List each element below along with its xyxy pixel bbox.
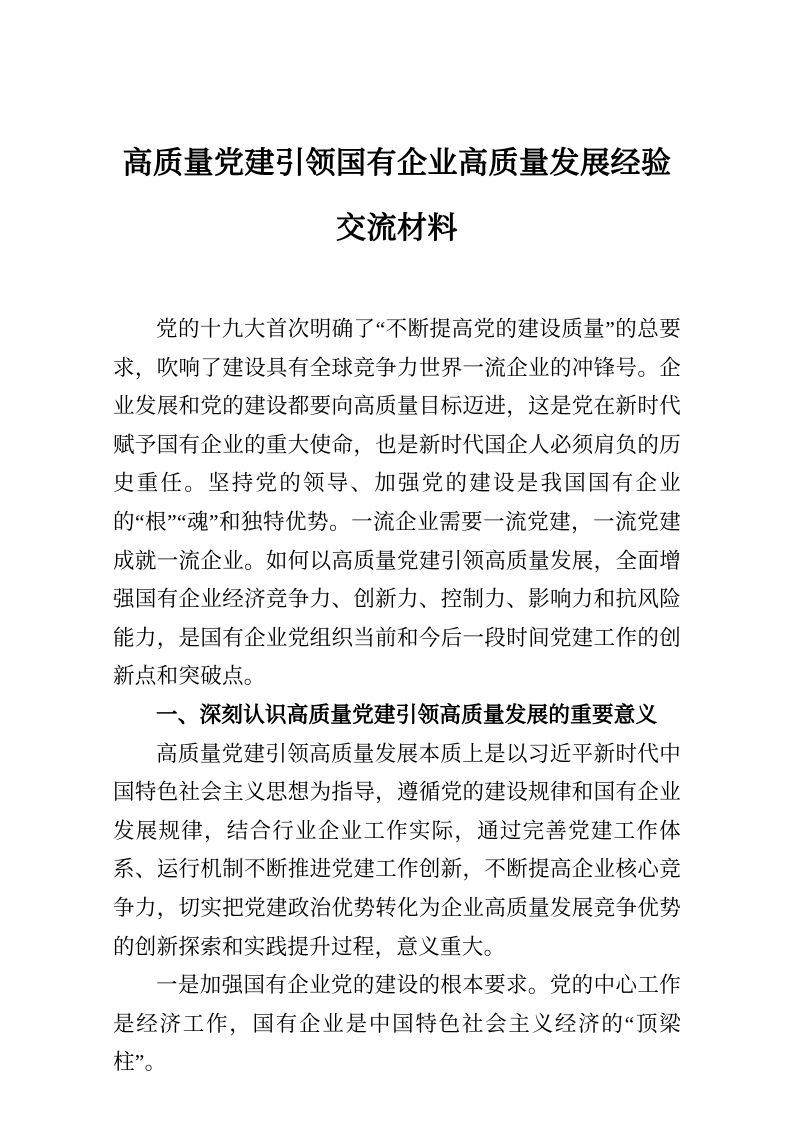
paragraph-point-one: 一是加强国有企业党的建设的根本要求。党的中心工作是经济工作，国有企业是中国特色社会主义经济的“顶梁柱”。 (113, 973, 681, 1075)
section-heading-1: 一、深刻认识高质量党建引领高质量发展的重要意义 (156, 702, 658, 727)
paragraph-significance: 高质量党建引领高质量发展本质上是以习近平新时代中国特色社会主义思想为指导，遵循党的建设规律和国有企业发展规律，结合行业企业工作实际，通过完善党建工作体系、运行机制不断推进党建工作创新，不断提高企业核心竞争力，切实把党建政治优势转化为企业高质量发展竞争优势的创新探索和实践提升过程，意义重大。 (113, 741, 681, 959)
document-body (113, 310, 681, 1082)
paragraph-intro: 党的十九大首次明确了“不断提高党的建设质量”的总要求，吹响了建设具有全球竞争力世界一流企业的冲锋号。企业发展和党的建设都要向高质量目标迈进，这是党在新时代赋予国有企业的重大使命，也是新时代国企人必须肩负的历史重任。坚持党的领导、加强党的建设是我国国有企业的“根”“魂”和独特优势。一流企业需要一流党建，一流党建成就一流企业。如何以高质量党建引领高质量发展，全面增强国有企业经济竞争力、创新力、控制力、影响力和抗风险能力，是国有企业党组织当前和今后一段时间党建工作的创新点和突破点。 (113, 317, 681, 689)
document-title: 高质量党建引领国有企业高质量发展经验交流材料 (122, 147, 672, 245)
